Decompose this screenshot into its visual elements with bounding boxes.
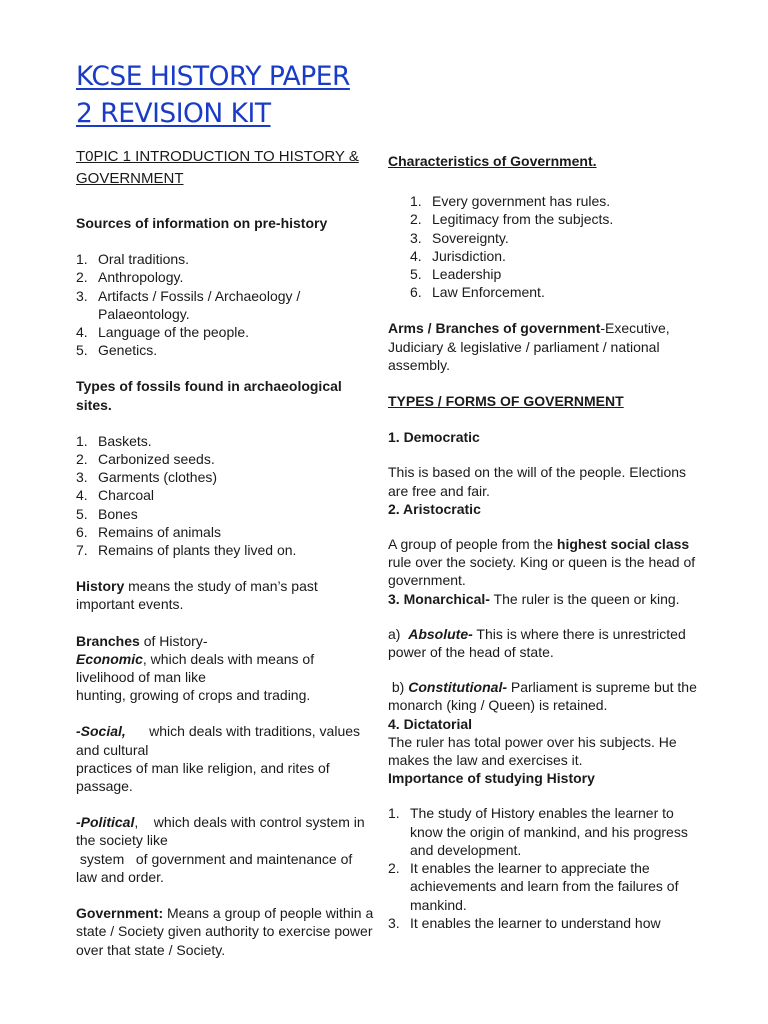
list-item: 6. Law Enforcement. (410, 284, 545, 301)
list-item: 2. Carbonized seeds. (76, 451, 215, 468)
types-heading: TYPES / FORMS OF GOVERNMENT (388, 393, 624, 410)
list-item: 1. Baskets. (76, 432, 152, 449)
list-item: 2. It enables the learner to appreciate the achievements and learn from the failures of mankind. (388, 860, 679, 913)
fossils-list (76, 432, 376, 559)
economic-branch: Economic, which deals with means of livelihood of man like (76, 650, 315, 686)
title-line-1: KCSE HISTORY PAPER (76, 61, 350, 92)
title-line-2: 2 REVISION KIT (76, 98, 271, 129)
list-item: 4. Jurisdiction. (410, 247, 506, 264)
monarchical-definition: 3. Monarchical- The ruler is the queen or king. (388, 590, 680, 607)
aristocratic-definition: A group of people from the highest social class rule over the society. King or queen is the head of government. (388, 536, 696, 589)
list-item: 5. Bones (76, 505, 138, 522)
democratic-heading: 1. Democratic (388, 429, 480, 446)
history-definition: History means the study of man’s past important events. (76, 578, 318, 613)
list-item: 1. Every government has rules. (410, 193, 611, 210)
dictatorial-definition: The ruler has total power over his subjects. He makes the law and exercises it. (388, 733, 677, 769)
list-item: 2. Legitimacy from the subjects. (410, 211, 614, 228)
absolute-monarchy: a) Absolute- This is where there is unrestricted power of the head of state. (388, 625, 690, 661)
left-column (76, 146, 376, 959)
right-column (388, 146, 706, 932)
list-item: 7. Remains of plants they lived on. (76, 542, 297, 559)
political-branch: -Political, which deals with control system in the society like (76, 814, 369, 849)
government-definition: Government: Means a group of people within a state / Society given authority to exercise power over that state / Society. (76, 905, 374, 958)
social-branch-cont: practices of man like religion, and rites of passage. (76, 759, 330, 795)
list-item: 2. Anthropology. (76, 269, 184, 286)
characteristics-heading: Characteristics of Government. (388, 153, 597, 169)
characteristics-list (388, 192, 706, 301)
list-item: 5. Genetics. (76, 342, 158, 359)
list-item: 4. Language of the people. (76, 324, 250, 341)
arms-definition: Arms / Branches of government-Executive, Judiciary & legislative / parliament / national assembly. (388, 320, 670, 373)
political-branch-cont: system of government and maintenance of law and order. (76, 850, 357, 885)
list-item: 3. It enables the learner to understand how (388, 914, 661, 931)
constitutional-monarchy: b) Constitutional- Parliament is supreme but the monarch (king / Queen) is retained. (388, 679, 701, 714)
list-item: 1. The study of History enables the learner to know the origin of mankind, and his progress and development. (388, 805, 688, 858)
list-item: 4. Charcoal (76, 487, 155, 504)
list-item: 3. Garments (clothes) (76, 469, 218, 486)
importance-heading: Importance of studying History (388, 770, 595, 787)
sources-list (76, 250, 376, 359)
list-item: 3. Sovereignty. (410, 229, 509, 246)
document-title (76, 58, 396, 132)
economic-branch-cont: hunting, growing of crops and trading. (76, 687, 311, 704)
importance-list (388, 804, 706, 931)
social-branch: -Social, which deals with traditions, values and cultural (76, 723, 364, 758)
sources-heading: Sources of information on pre-history (76, 215, 328, 231)
democratic-definition: This is based on the will of the people. Elections are free and fair. (388, 464, 687, 499)
fossils-heading: Types of fossils found in archaeological sites. (76, 378, 342, 413)
list-item: 3. Artifacts / Fossils / Archaeology / Palaeontology. (76, 287, 301, 322)
topic-heading: T0PIC 1 INTRODUCTION TO HISTORY & GOVERNMENT (76, 148, 359, 187)
dictatorial-heading: 4. Dictatorial (388, 715, 473, 732)
list-item: 6. Remains of animals (76, 523, 221, 540)
aristocratic-heading: 2. Aristocratic (388, 500, 481, 517)
branches-line: Branches of History- (76, 632, 208, 649)
list-item: 1. Oral traditions. (76, 251, 190, 268)
list-item: 5. Leadership (410, 266, 502, 283)
